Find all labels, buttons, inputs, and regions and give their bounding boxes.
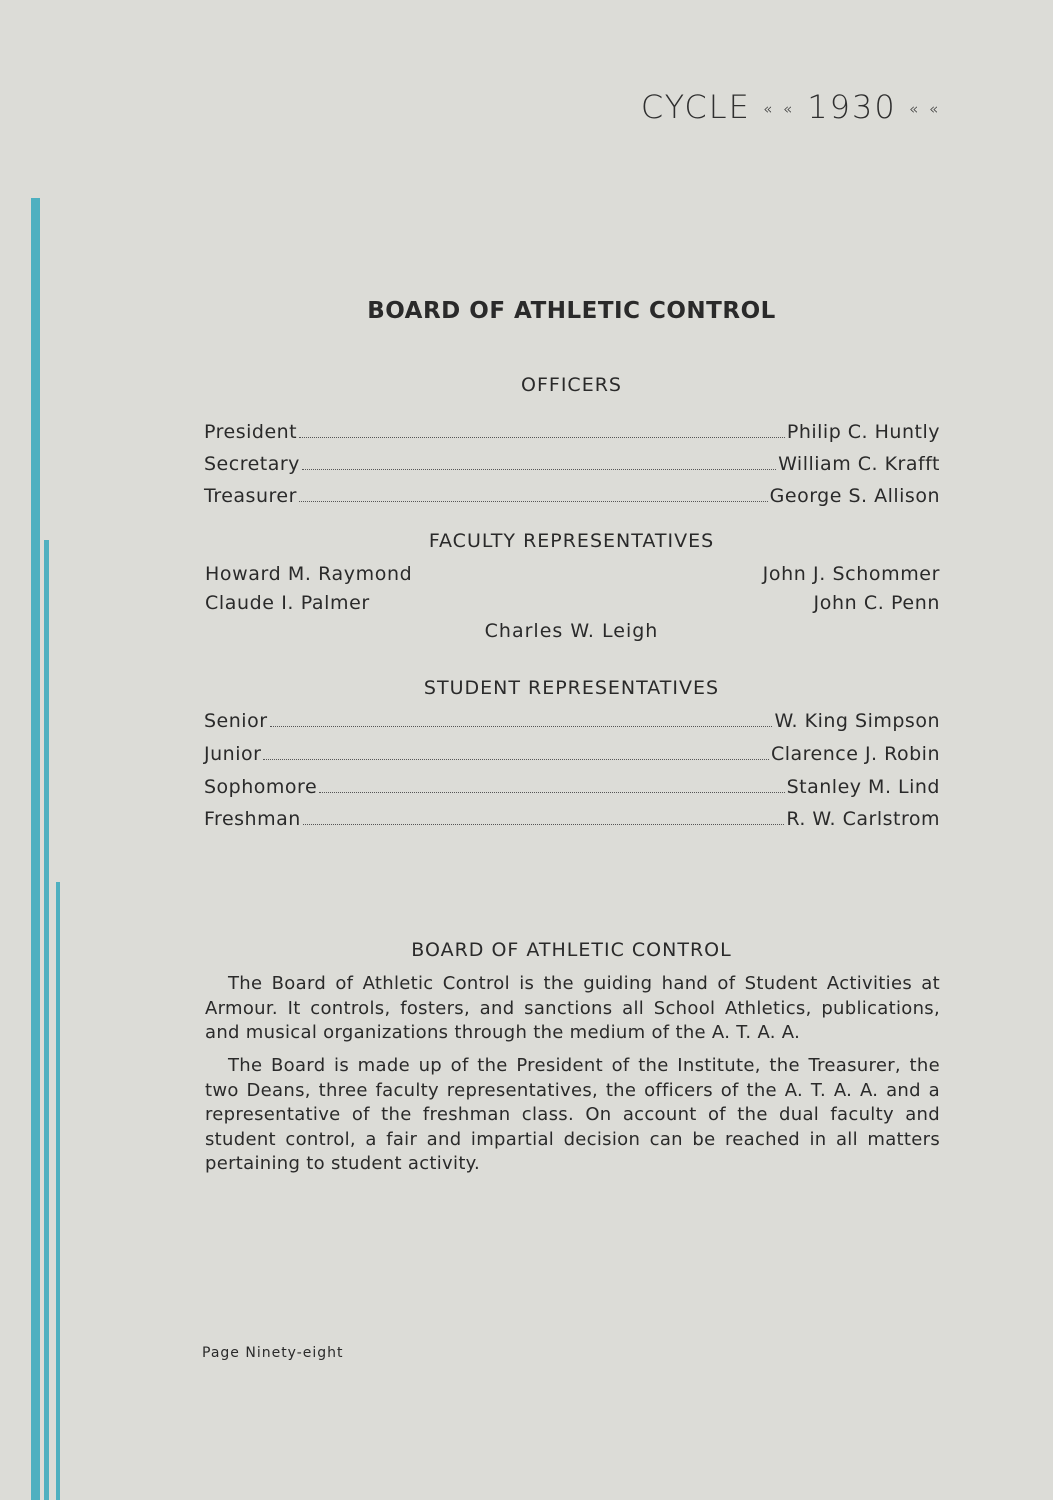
officer-role: President (204, 421, 298, 443)
page-title: BOARD OF ATHLETIC CONTROL (367, 298, 776, 324)
officer-role: Secretary (204, 453, 300, 475)
dotted-leader (303, 824, 785, 825)
students-heading: STUDENT REPRESENTATIVES (423, 677, 720, 699)
student-name: W. King Simpson (774, 710, 940, 732)
student-class: Junior (204, 743, 262, 765)
student-class: Sophomore (204, 776, 318, 798)
article-paragraph: The Board is made up of the President of the Institute, the Treasurer, the two Deans, three faculty representatives, the officers of the A. T. A. A. and a representative of the freshman class. On account of the dual faculty and student control, a fair and impartial decision can be reached in all matters pertaining to student activity. (205, 1055, 940, 1174)
running-head-word: CYCLE (640, 88, 751, 126)
dotted-leader (319, 792, 784, 793)
student-row-junior (204, 743, 940, 765)
running-head-marks-left: « « (762, 100, 796, 118)
dotted-leader (270, 726, 773, 727)
running-head (641, 88, 941, 126)
faculty-name: Claude I. Palmer (205, 592, 370, 614)
page-number: Page Ninety-eight (202, 1345, 344, 1361)
student-row-freshman (204, 808, 940, 830)
dotted-leader (299, 437, 785, 438)
dotted-leader (299, 501, 768, 502)
decorative-stripe (56, 882, 60, 1500)
officer-row-secretary (204, 453, 940, 475)
running-head-year: 1930 (807, 88, 897, 126)
article-heading: BOARD OF ATHLETIC CONTROL (411, 939, 732, 961)
faculty-name: Howard M. Raymond (205, 563, 413, 585)
article-paragraph: The Board of Athletic Control is the guiding hand of Student Activities at Armour. It controls, fosters, and sanctions all School Athletics, publications, and musical organizations through the medium of the A. T. A. A. (205, 973, 940, 1043)
officer-row-president (204, 421, 940, 443)
dotted-leader (263, 759, 769, 760)
officers-heading: OFFICERS (521, 374, 622, 396)
faculty-heading: FACULTY REPRESENTATIVES (428, 530, 715, 552)
student-row-sophomore (204, 776, 940, 798)
faculty-name: John J. Schommer (762, 563, 940, 585)
student-class: Senior (204, 710, 268, 732)
dotted-leader (302, 469, 776, 470)
student-name: Clarence J. Robin (770, 743, 940, 765)
officer-name: Philip C. Huntly (786, 421, 940, 443)
officer-row-treasurer (204, 485, 940, 507)
running-head-marks-right: « « (908, 100, 941, 118)
officer-name: William C. Krafft (778, 453, 940, 475)
student-class: Freshman (204, 808, 301, 830)
student-name: Stanley M. Lind (786, 776, 940, 798)
student-name: R. W. Carlstrom (786, 808, 940, 830)
officer-role: Treasurer (204, 485, 297, 507)
officer-name: George S. Allison (769, 485, 940, 507)
faculty-name: John C. Penn (813, 592, 940, 614)
faculty-name-center: Charles W. Leigh (484, 620, 659, 642)
student-row-senior (204, 710, 940, 732)
